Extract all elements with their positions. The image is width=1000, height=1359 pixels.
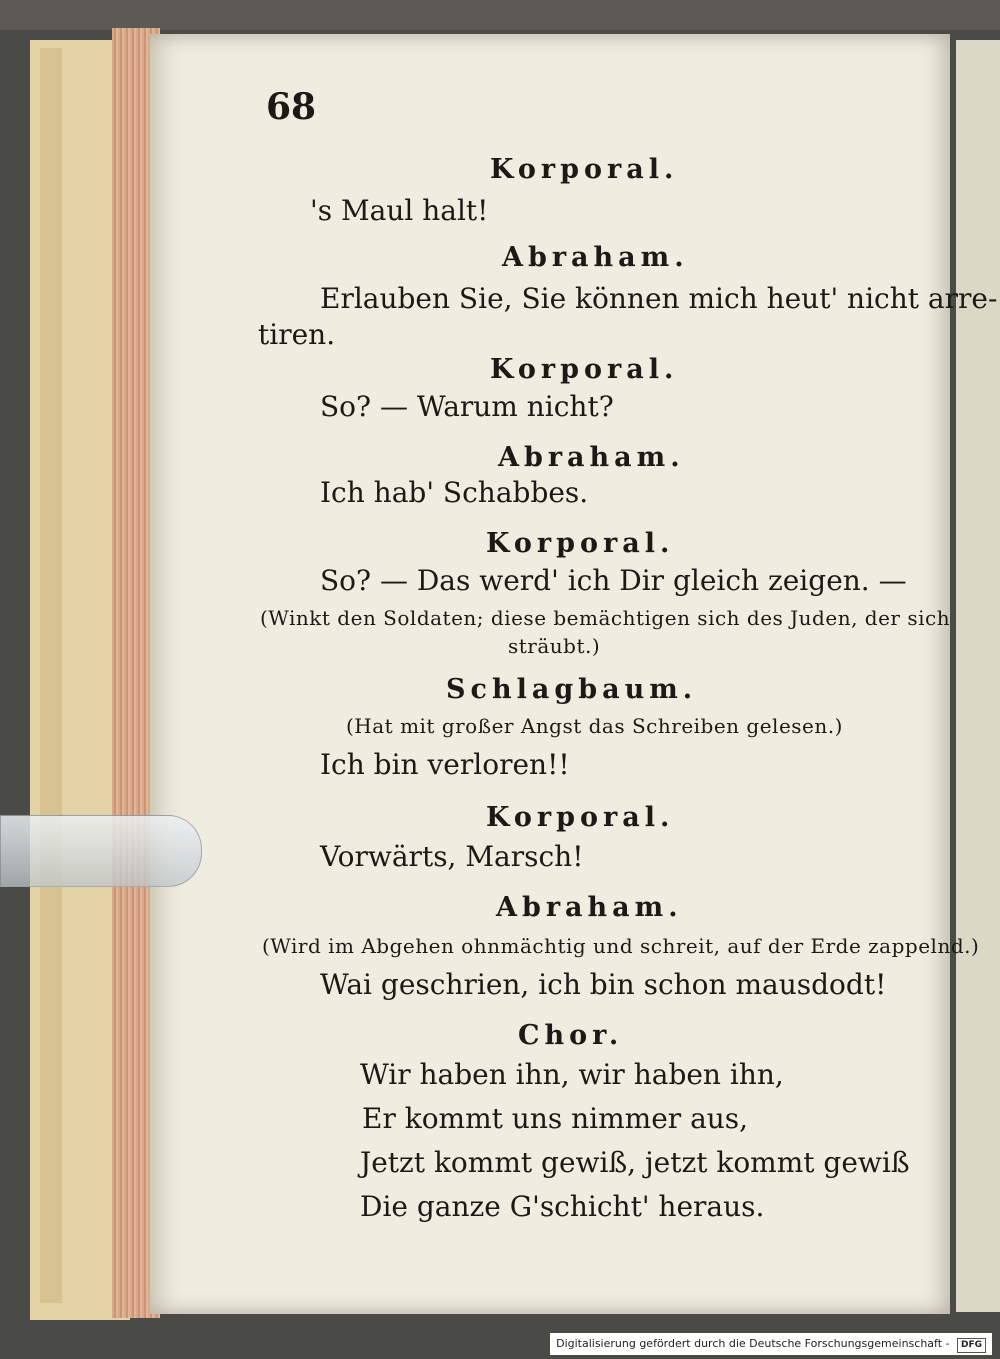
- speaker-heading: Abraham.: [496, 892, 683, 923]
- verse-line: Wir haben ihn, wir haben ihn,: [360, 1058, 784, 1091]
- page-number: 68: [266, 86, 317, 128]
- verse-line: Jetzt kommt gewiß, jetzt kommt gewiß: [360, 1146, 910, 1179]
- dialog-line: So? — Das werd' ich Dir gleich zeigen. —: [320, 564, 907, 597]
- dfg-logo-icon: DFG: [957, 1338, 986, 1353]
- facing-page-edge: [956, 40, 1000, 1312]
- stage-direction: (Winkt den Soldaten; diese bemächtigen sich des Juden, der sich: [260, 606, 951, 630]
- speaker-heading: Abraham.: [498, 442, 685, 473]
- verse-line: Die ganze G'schicht' heraus.: [360, 1190, 765, 1223]
- footer-text: Digitalisierung gefördert durch die Deutsche Forschungsgemeinschaft -: [556, 1337, 950, 1350]
- scan-backdrop: [0, 0, 1000, 30]
- speaker-heading: Abraham.: [502, 242, 689, 273]
- verse-line: Er kommt uns nimmer aus,: [362, 1102, 749, 1135]
- dialog-line: Erlauben Sie, Sie können mich heut' nicht arre-: [320, 282, 998, 315]
- stage-direction: (Hat mit großer Angst das Schreiben gelesen.): [346, 714, 843, 738]
- glass-bookmark: [0, 815, 202, 887]
- book-cover-edge: [40, 48, 62, 1303]
- speaker-heading: Korporal.: [490, 154, 679, 185]
- book-page: [150, 34, 998, 1314]
- stage-direction: (Wird im Abgehen ohnmächtig und schreit, auf der Erde zappelnd.): [262, 934, 980, 958]
- footer-credit: [550, 1333, 992, 1355]
- speaker-heading: Chor.: [518, 1020, 624, 1051]
- dialog-line: Ich bin verloren!!: [320, 748, 570, 781]
- dialog-line: So? — Warum nicht?: [320, 390, 614, 423]
- stage-direction: sträubt.): [508, 634, 601, 658]
- speaker-heading: Korporal.: [490, 354, 679, 385]
- dialog-line: Vorwärts, Marsch!: [320, 840, 584, 873]
- dialog-line: Ich hab' Schabbes.: [320, 476, 589, 509]
- dialog-line: Wai geschrien, ich bin schon mausdodt!: [320, 968, 887, 1001]
- page-content: [150, 34, 998, 1314]
- dialog-line: 's Maul halt!: [310, 194, 489, 227]
- speaker-heading: Korporal.: [486, 528, 675, 559]
- dialog-line: tiren.: [258, 318, 336, 351]
- speaker-heading: Korporal.: [486, 802, 675, 833]
- speaker-heading: Schlagbaum.: [446, 674, 698, 705]
